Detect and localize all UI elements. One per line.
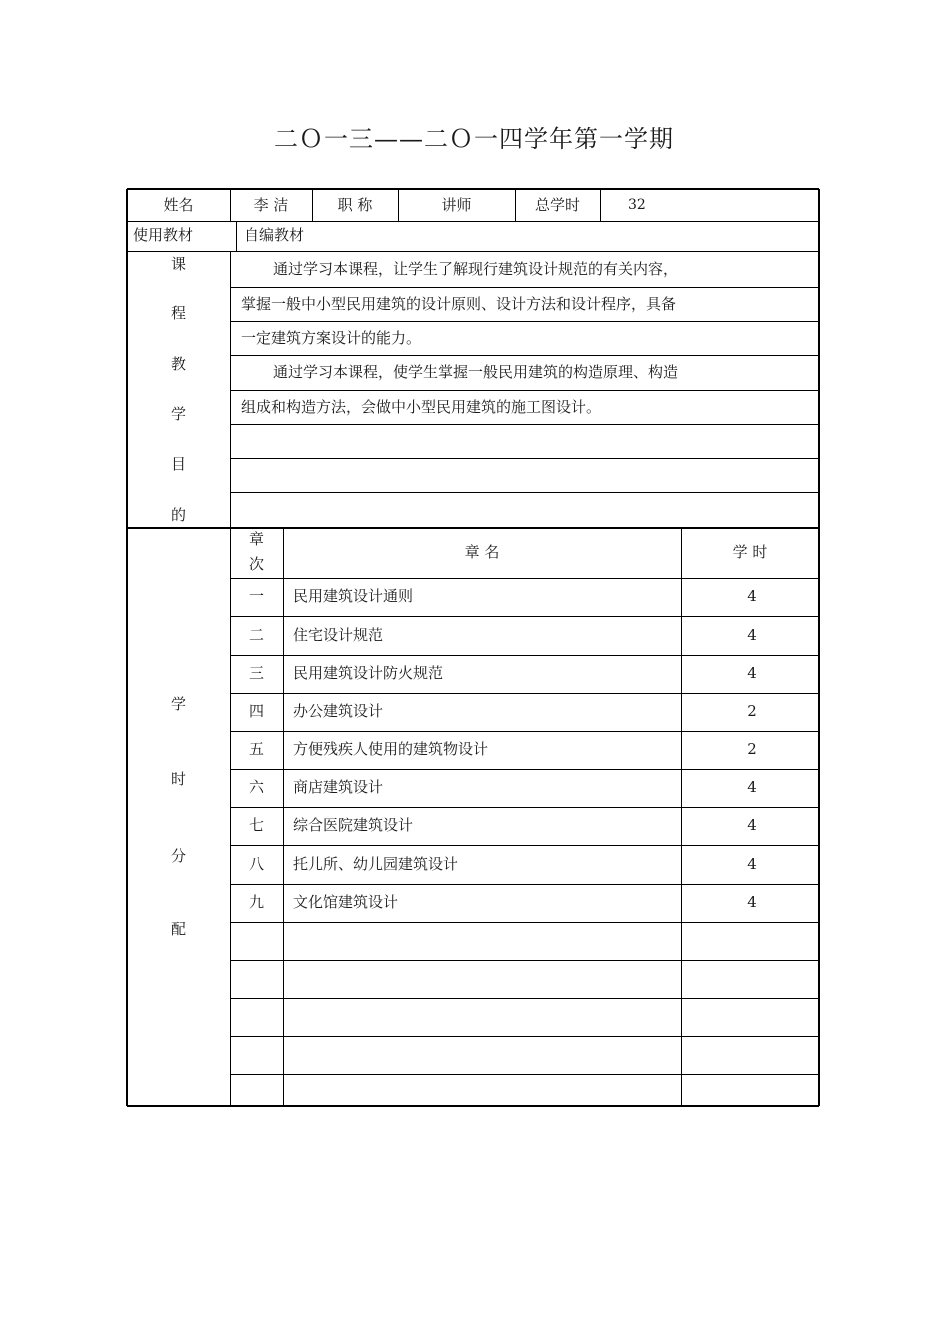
chapter-no: 九 [248,893,264,911]
objectives-label-char: 课 [170,255,186,273]
table-border-left [126,189,128,1106]
allocation-label-char: 分 [170,847,186,865]
chapter-hours: 4 [747,626,757,644]
rule-h [230,807,819,808]
objective-text-line: 通过学习本课程，让学生了解现行建筑设计规范的有关内容， [273,260,679,278]
rule-h [230,922,819,923]
chapter-name: 办公建筑设计 [293,702,384,720]
objectives-label-char: 目 [170,455,186,473]
rule-h [230,845,819,846]
rule-h [230,616,819,617]
page-title: 二Ｏ一三——二Ｏ一四学年第一学期 [274,125,674,153]
rule-h [230,390,819,391]
chapter-no: 八 [248,855,264,873]
objectives-label-char: 教 [170,355,186,373]
chapter-name: 综合医院建筑设计 [293,816,414,834]
textbook-label: 使用教材 [133,226,194,244]
rule-h [230,1036,819,1037]
chapter-name: 民用建筑设计通则 [293,587,414,605]
chapter-hours: 2 [747,702,757,720]
chapter-hours: 4 [747,587,757,605]
chapter-no-column-rule [283,528,284,1106]
rule-h [230,355,819,356]
rule-h [230,960,819,961]
rule-h [230,998,819,999]
name-label: 姓名 [163,196,194,214]
rule-h [230,321,819,322]
chapter-name-header: 章 名 [464,543,500,561]
chapter-no: 七 [248,816,264,834]
name-value: 李 洁 [253,196,289,214]
chapter-no: 二 [248,626,264,644]
allocation-label-char: 配 [170,920,186,938]
total-hours-value: 32 [628,197,646,213]
rule-h [230,492,819,493]
objective-text-line: 一定建筑方案设计的能力。 [241,329,422,347]
rule-h [230,731,819,732]
chapter-name: 住宅设计规范 [293,626,384,644]
chapter-no: 五 [248,740,264,758]
objective-text-line: 组成和构造方法，会做中小型民用建筑的施工图设计。 [241,398,602,416]
chapter-no-header: 次 [248,555,264,573]
rule-h [230,769,819,770]
objectives-label-char: 学 [170,405,186,423]
rule-v [236,221,237,251]
title-value: 讲师 [441,196,472,214]
allocation-label-char: 学 [170,695,186,713]
chapter-no: 一 [248,587,264,605]
chapter-name: 文化馆建筑设计 [293,893,399,911]
hours-header: 学 时 [732,543,768,561]
chapter-name: 托儿所、幼儿园建筑设计 [293,855,459,873]
objective-text-line: 通过学习本课程，使学生掌握一般民用建筑的构造原理、构造 [273,363,679,381]
rule-h [230,693,819,694]
rule-h [230,578,819,579]
objective-text-line: 掌握一般中小型民用建筑的设计原则、设计方法和设计程序，具备 [241,295,677,313]
chapter-hours: 4 [747,664,757,682]
rule-h [230,458,819,459]
allocation-label-char: 时 [170,770,186,788]
chapter-no: 六 [248,778,264,796]
chapter-hours: 2 [747,740,757,758]
chapter-name: 方便残疾人使用的建筑物设计 [293,740,489,758]
rule-h [230,424,819,425]
chapter-name: 民用建筑设计防火规范 [293,664,444,682]
rule-h [230,884,819,885]
rule-h [127,221,819,222]
objectives-label-char: 程 [170,304,186,322]
table-border-right [818,189,820,1106]
rule-h [230,655,819,656]
textbook-value: 自编教材 [244,226,305,244]
title-label: 职 称 [337,196,373,214]
chapter-hours: 4 [747,855,757,873]
chapter-name: 商店建筑设计 [293,778,384,796]
hours-column-rule [681,528,682,1106]
rule-h [230,1074,819,1075]
objectives-label-char: 的 [170,506,186,524]
chapter-no-header: 章 [248,530,264,548]
chapter-hours: 4 [747,816,757,834]
rule-v [600,189,601,221]
chapter-no: 三 [248,664,264,682]
chapter-hours: 4 [747,778,757,796]
rule-h [230,287,819,288]
chapter-hours: 4 [747,893,757,911]
total-hours-label: 总学时 [534,196,580,214]
chapter-no: 四 [248,702,264,720]
